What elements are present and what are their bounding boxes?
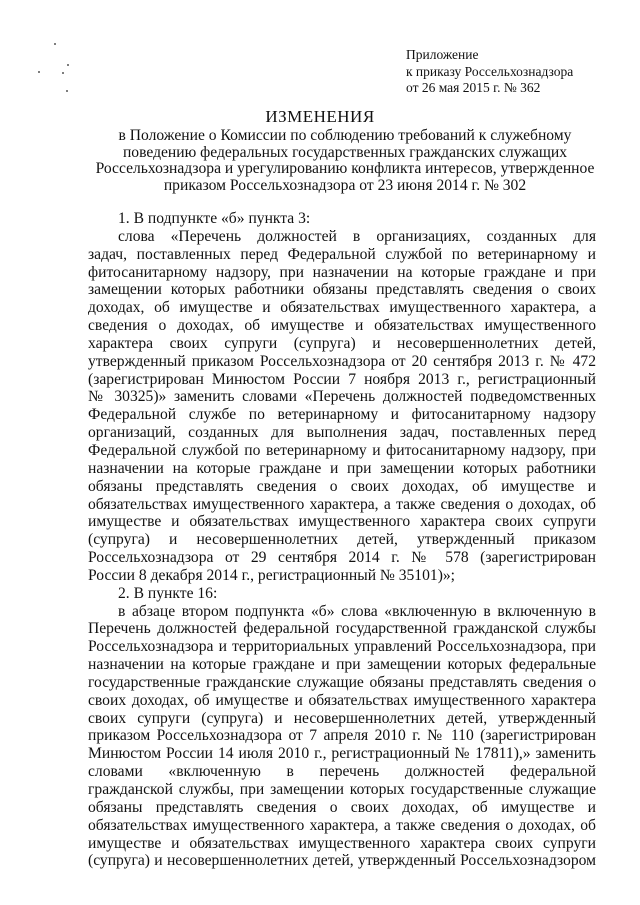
appendix-line: Приложение bbox=[406, 47, 479, 62]
body-line: (супруга) и несовершеннолетних детей, утвержденный Россельхознадзором bbox=[88, 852, 596, 870]
body-line: организаций, созданных для выполнения задач, поставленных перед bbox=[88, 424, 596, 442]
appendix-line: от 26 мая 2015 г. № 362 bbox=[406, 80, 541, 95]
subtitle-line: приказом Россельхознадзора от 23 июня 2014 г. № 302 bbox=[163, 177, 527, 195]
body-line: задач, поставленных перед Федеральной службой по ветеринарному и bbox=[88, 245, 596, 263]
body-line: замещении которых работники обязаны представлять сведения о своих bbox=[88, 281, 596, 299]
appendix-line: к приказу Россельхознадзора bbox=[406, 63, 574, 79]
body-line: (супруга) и несовершеннолетних детей, утвержденный приказом bbox=[88, 531, 596, 549]
body-line: Федеральной службе по ветеринарному и фитосанитарному надзору bbox=[88, 406, 596, 424]
scan-speck bbox=[38, 71, 40, 73]
body-line: назначении на которые граждане и при замещении которых федеральные bbox=[88, 656, 596, 674]
scan-speck bbox=[62, 72, 64, 74]
body-line: № 30325)» заменить словами «Перечень должностей подведомственных bbox=[88, 388, 596, 406]
item-heading: 2. В пункте 16: bbox=[118, 584, 218, 602]
appendix-block bbox=[406, 47, 573, 97]
body-line: характера своих супруги (супруга) и несовершеннолетних детей, bbox=[88, 334, 596, 352]
subtitle-line: поведению федеральных государственных гражданских служащих bbox=[122, 143, 568, 161]
item-heading: 1. В подпункте «б» пункта 3: bbox=[118, 210, 311, 227]
document-title: ИЗМЕНЕНИЯ bbox=[265, 107, 375, 126]
body-line: обязательствах имущественного характера, а также сведения о доходах, об bbox=[88, 495, 596, 513]
body-line: обязаны представлять сведения о своих доходах, об имуществе и bbox=[88, 798, 596, 816]
scan-speck bbox=[66, 90, 68, 92]
subtitle-line: Россельхознадзора и урегулированию конфликта интересов, утвержденное bbox=[95, 160, 595, 178]
body-line: обязательствах имущественного характера, а также сведения о доходах, об bbox=[88, 816, 596, 834]
body-line: словами «включенную в перечень должностей федеральной bbox=[88, 763, 596, 781]
body-line: России 8 декабря 2014 г., регистрационный № 35101)»; bbox=[88, 566, 456, 584]
body-line: (зарегистрирован Минюстом России 7 ноября 2013 г., регистрационный bbox=[88, 370, 596, 388]
body-line: своих доходах, об имуществе и обязательствах имущественного характера bbox=[88, 691, 596, 709]
body-line: Россельхознадзора от 29 сентября 2014 г. № 578 (зарегистрирован bbox=[88, 549, 596, 567]
body-line: Перечень должностей федеральной государственной гражданской службы bbox=[88, 620, 596, 638]
body-line: Минюстом России 14 июля 2010 г., регистрационный № 17811),» заменить bbox=[88, 745, 596, 763]
body-line: государственные гражданские служащие обязаны представлять сведения о bbox=[88, 673, 596, 691]
body-line: слова «Перечень должностей в организациях, созданных для bbox=[118, 227, 596, 245]
body-line: фитосанитарному надзору, при назначении на которые граждане и при bbox=[88, 263, 596, 281]
body-line: назначении на которые граждане и при замещении которых работники bbox=[88, 459, 596, 477]
body-line: своих супруги (супруга) и несовершеннолетних детей, утвержденный bbox=[88, 709, 596, 727]
body-line: имуществе и обязательствах имущественного характера своих супруги bbox=[88, 834, 596, 852]
body-line: утвержденный приказом Россельхознадзора от 20 сентября 2013 г. № 472 bbox=[88, 352, 596, 370]
body-line: в абзаце втором подпункта «б» слова «включенную в включенную в bbox=[118, 602, 596, 620]
scan-speck bbox=[54, 43, 56, 45]
body-line: Россельхознадзора и территориальных управлений Россельхознадзора, при bbox=[88, 638, 596, 656]
body-line: имуществе и обязательствах имущественного характера своих супруги bbox=[88, 513, 596, 531]
body-line: сведения о доходах, об имуществе и обязательствах имущественного bbox=[88, 317, 596, 335]
scan-speck bbox=[67, 64, 69, 66]
document-subtitle bbox=[95, 128, 595, 195]
body-line: обязаны представлять сведения о своих доходах, об имуществе и bbox=[88, 477, 596, 495]
body-line: Федеральной службой по ветеринарному и фитосанитарному надзору, при bbox=[88, 441, 596, 459]
document-body bbox=[88, 210, 596, 870]
body-line: гражданской службы, при замещении которых государственные служащие bbox=[88, 781, 596, 798]
body-line: приказом Россельхознадзора от 7 апреля 2010 г. № 110 (зарегистрирован bbox=[88, 727, 596, 745]
subtitle-line: в Положение о Комиссии по соблюдению требований к служебному bbox=[118, 127, 572, 144]
body-line: доходах, об имуществе и обязательствах имущественного характера, а bbox=[88, 299, 596, 317]
